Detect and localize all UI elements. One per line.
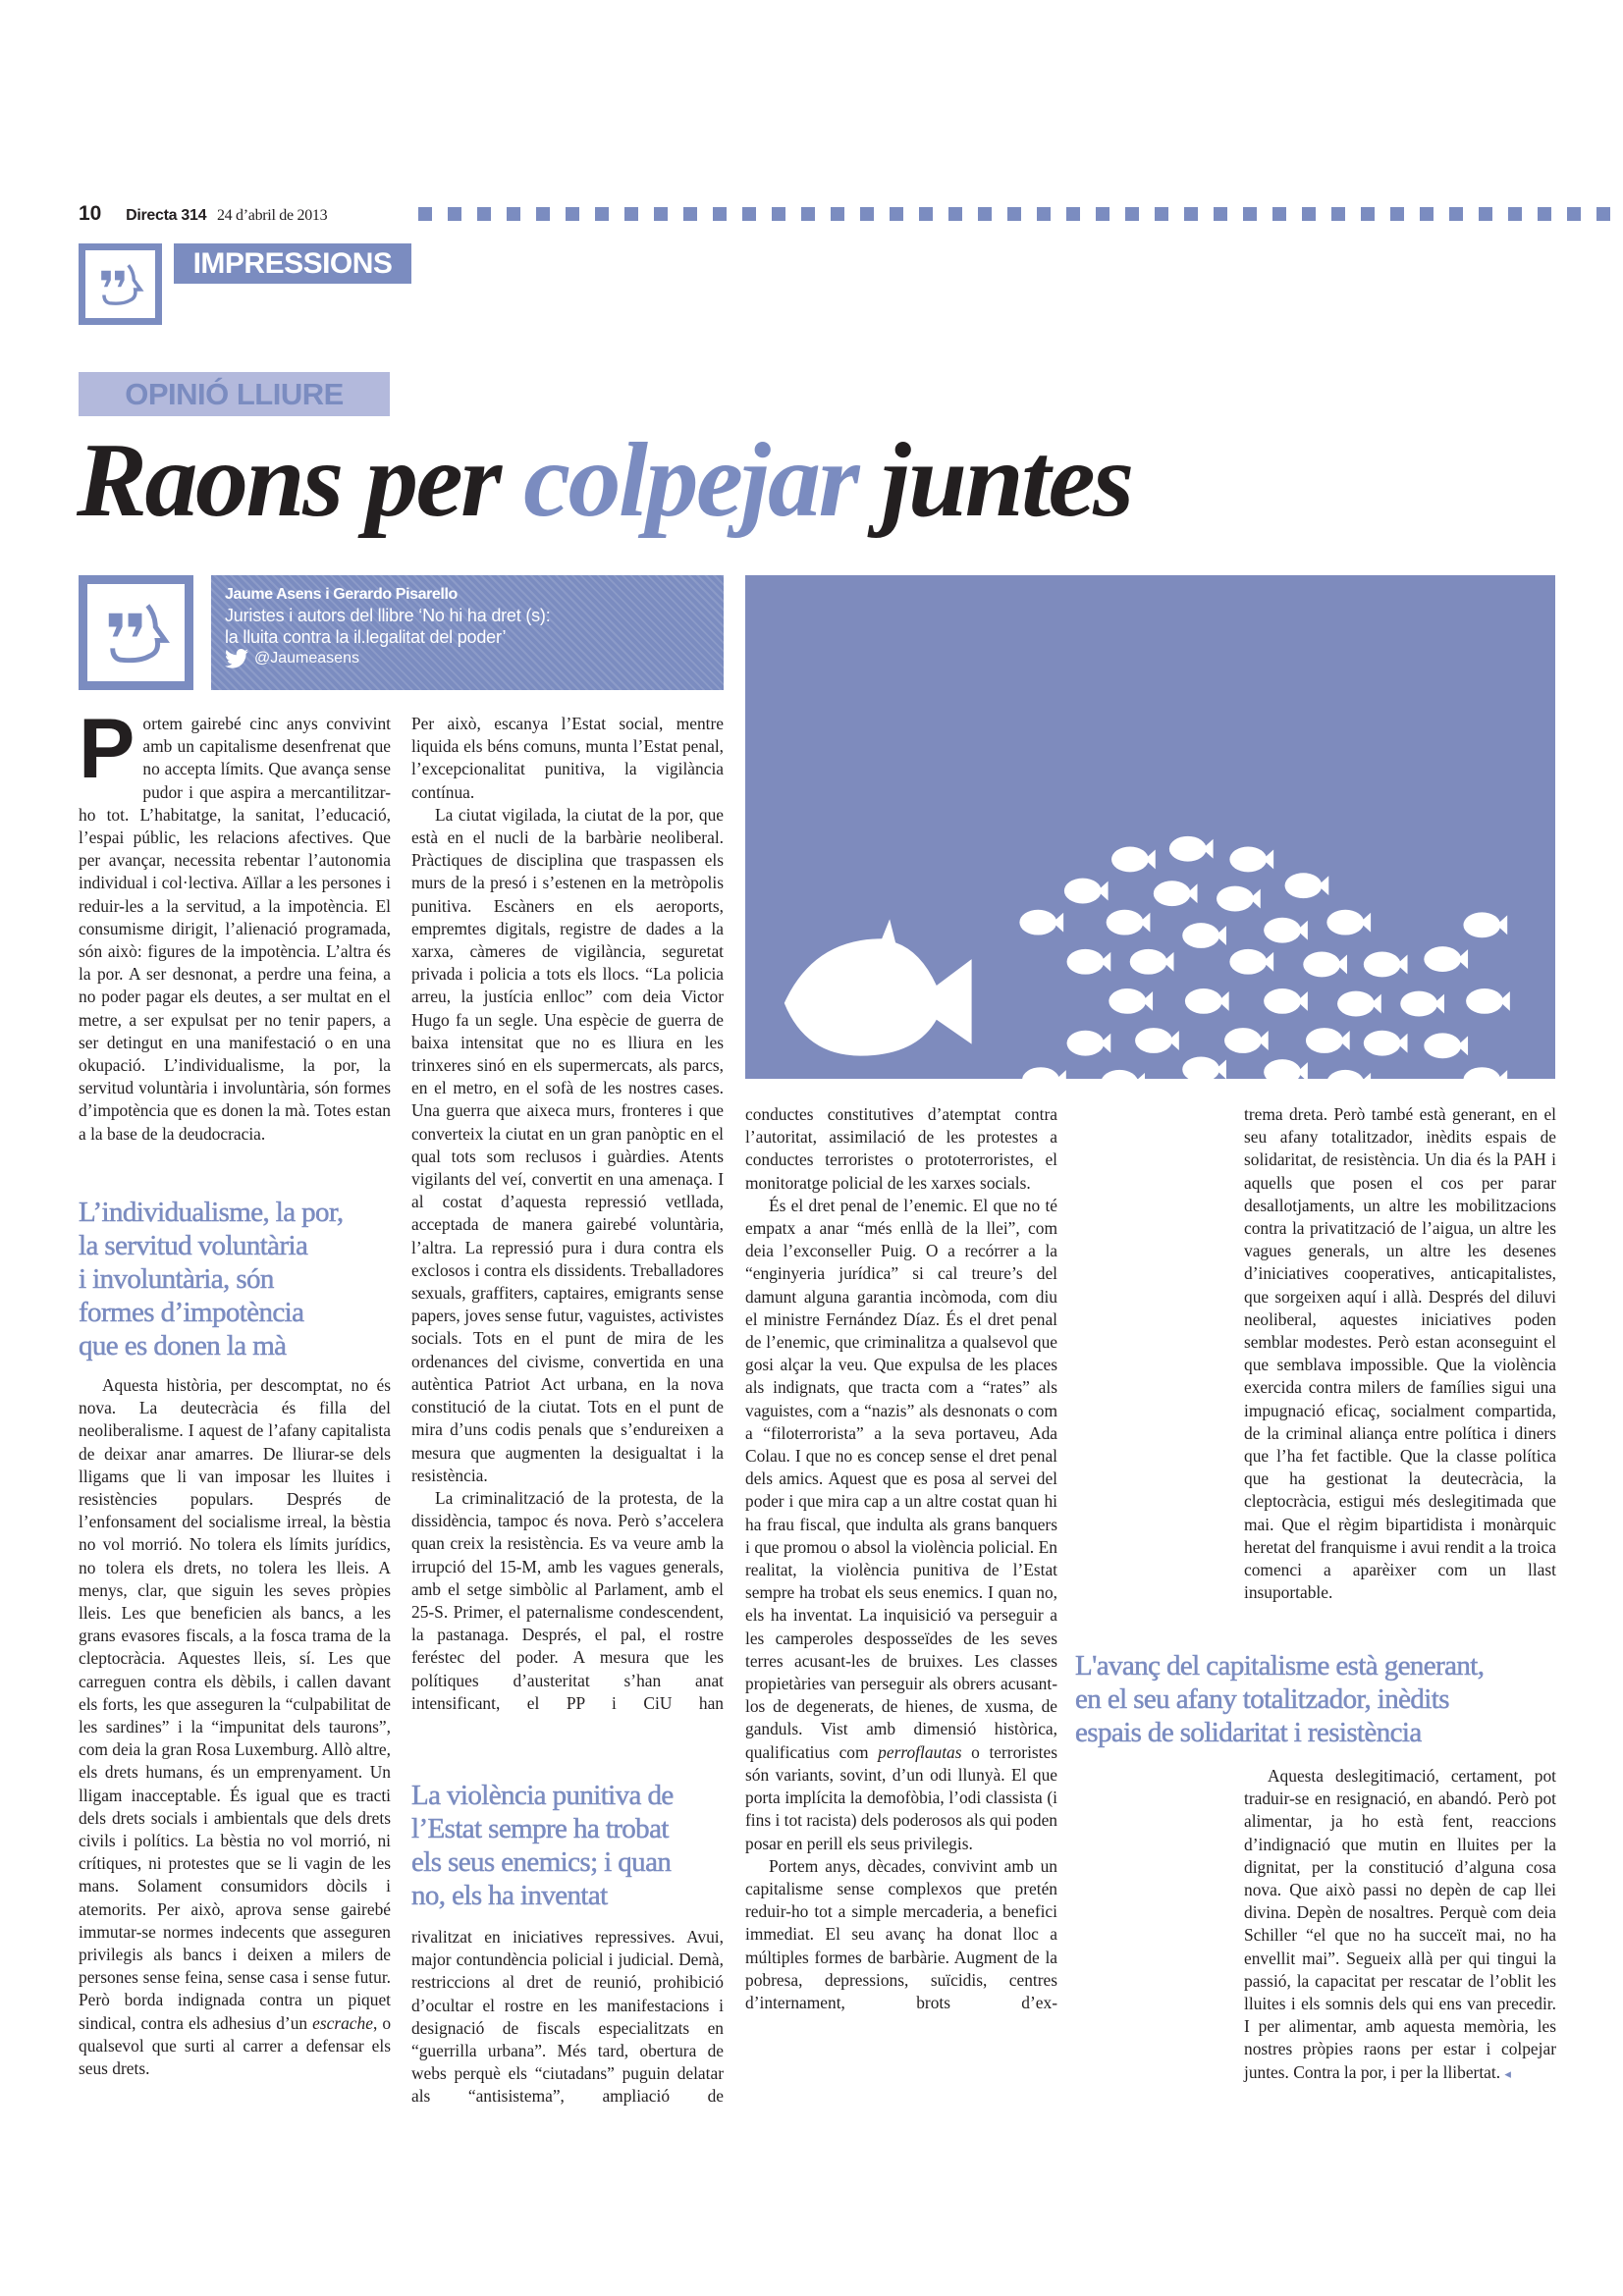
pull-quote-line: formes d’impotència <box>79 1297 304 1328</box>
section-logo-icon <box>79 243 162 325</box>
page-title <box>77 412 1132 550</box>
dash-square <box>1567 207 1581 221</box>
article-column-2a <box>411 713 724 1715</box>
twitter-handle[interactable]: @Jaumeasens <box>254 650 359 667</box>
dash-square <box>1007 207 1021 221</box>
dash-square <box>1037 207 1051 221</box>
dash-square <box>654 207 668 221</box>
pull-quote-line: l’Estat sempre ha trobat <box>411 1813 669 1844</box>
text-run-italic: escrache <box>312 2012 373 2033</box>
small-fish-school <box>1019 836 1509 1079</box>
small-fish <box>1182 1057 1226 1079</box>
dash-square <box>1361 207 1375 221</box>
dash-square <box>683 207 697 221</box>
author-twitter[interactable] <box>225 648 710 669</box>
dash-square <box>418 207 432 221</box>
dash-square <box>713 207 727 221</box>
small-fish <box>1463 912 1507 937</box>
small-fish <box>1111 847 1156 873</box>
small-fish <box>1067 949 1111 975</box>
small-fish <box>1169 836 1214 862</box>
text-run: Aquesta deslegitimació, certament, pot traduir-se en resignació, en abandó. Però pot alimentar, ja ho està fent, reaccions d’indignació que mutin en lluites per la dignitat, per la constitució d’alguna cosa nova. Que això passi no depèn de cap llei divina. Depèn de nosaltres. Perquè com deia Schiller “el que no ha succeït mai, no ha envellit mai”. Segueix allà per qui tingui la passió, la capacitat per rescatar de l’oblit les lluites i els somnis dels qui ens van precedir. I per alimentar, amb aquesta memòria, les nostres pròpies raons per estar i colpejar juntes. Contra la por, i per la llibertat. <box>1244 1766 1556 2082</box>
small-fish <box>1182 923 1226 948</box>
small-fish <box>1107 910 1151 935</box>
headline-part-2: juntes <box>857 422 1132 539</box>
article-column-4b <box>1244 1765 1556 2085</box>
dash-square <box>860 207 874 221</box>
small-fish <box>1264 1059 1308 1079</box>
fish-school-illustration <box>745 575 1555 1079</box>
author-box <box>211 575 724 690</box>
speaking-face-icon <box>87 584 185 681</box>
paragraph: ortem gairebé cinc anys convivint amb un capitalisme desenfrenat que no accepta límits. Que avança sense pudor i que aspira a mercantilitzar-ho tot. L’habitatge, la sanitat, l’educació, l’espai públic, les relacions afectives. Que per avançar, necessita rebentar l’autonomia individual i col·lectiva. Aïllar a les persones i reduir-les a la servitud, a la impotència. El consumisme dirigit, l’alienació programada, són això: figures de la impotència. L’altra és la por. A ser desnonat, a perdre una feina, a no poder pagar els deutes, a ser multat en el metre, a ser expulsat per no tenir papers, a ser detingut en una manifestació o en una okupació. L’individualisme, la por, la servitud voluntària i involuntària, són formes d’impotència que es donen la mà. Totes estan a la base de la deudocracia. <box>79 714 391 1144</box>
pull-quote-1 <box>79 1196 403 1362</box>
pull-quote-line: la servitud voluntària <box>79 1230 308 1261</box>
small-fish <box>1064 879 1109 904</box>
paragraph <box>79 1374 391 2080</box>
paragraph: Per això, escanya l’Estat social, mentre liquida els béns comuns, munta l’Estat penal, l’excepcionalitat punitiva, la vigilància contínua. <box>411 714 724 802</box>
small-fish <box>1466 988 1510 1014</box>
pull-quote-line: que es donen la mà <box>79 1330 287 1362</box>
dash-square <box>595 207 609 221</box>
text-run: , o qualsevol que surti al carrer a defensar els seus drets. <box>79 2012 392 2079</box>
small-fish <box>1130 949 1174 975</box>
dash-square <box>1272 207 1286 221</box>
dash-square <box>1420 207 1434 221</box>
small-fish <box>1424 946 1468 972</box>
dash-square <box>831 207 844 221</box>
small-fish <box>1019 910 1063 935</box>
pull-quote-line: La violència punitiva de <box>411 1780 674 1811</box>
drop-cap: P <box>79 702 135 796</box>
dash-square <box>536 207 550 221</box>
text-run: Aquesta història, per descomptat, no és nova. La deutecràcia és filla del neoliberalisme. I aquest de l’afany capitalista de deixar anar amarres. De lliurar-se dels lligams que li van imposar les lluites i resistències populars. Després de l’enfonsament del socialisme irreal, la bèstia no vol morrió. No tolera els límits jurídics, no tolera els drets, no tolera les lleis. A menys, clar, que siguin les seves pròpies lleis. Les que beneficien als bancs, a les grans evasores fiscals, a la fosca trama de la cleptocràcia. Aquestes lleis, sí. Les que carreguen contra els dèbils, i callen davant els forts, les que asseguren la “culpabilitat de les sardines” i la “impunitat dels taurons”, com deia la gran Rosa Luxemburg. Allò altre, els drets humans, és un emprenyament. Un lligam inacceptable. És igual que es tracti dels drets socials i ambientals que dels drets civils i polítics. La bèstia no vol morrió, ni crítiques, ni protestes que se li vagin de les mans. Solament consumidors dòcils i atemorits. Per això, aprova sense gairebé immutar-se normes indecents que asseguren privilegis als bancs i deixen a milers de persones sense feina, sense casa i sense futur. Però borda indignada contra un piquet sindical, contra els adhesius d’un <box>79 1375 391 2033</box>
dash-square <box>1538 207 1551 221</box>
article-column-2b <box>411 1926 724 2109</box>
author-bio-line-2: la lluita contra la il.legalitat del poder’ <box>225 627 507 647</box>
dash-square <box>1390 207 1404 221</box>
dash-square <box>948 207 962 221</box>
pull-quote-line: en el seu afany totalitzador, inèdits <box>1075 1683 1449 1715</box>
paragraph: conductes constitutives d’atemptat contra l’autoritat, assimilació de les protestes a conductes terroristes o prototerroristes, el monitoratge policial de les xarxes socials. <box>745 1104 1057 1193</box>
page-folio <box>79 202 327 226</box>
dash-square <box>448 207 461 221</box>
dash-square <box>1479 207 1492 221</box>
pull-quote-line: L’individualisme, la por, <box>79 1197 344 1228</box>
article-column-1b <box>79 1374 391 2080</box>
dash-square <box>801 207 815 221</box>
dash-square <box>772 207 785 221</box>
small-fish <box>1135 1028 1179 1053</box>
dash-square <box>1155 207 1168 221</box>
small-fish <box>1217 886 1261 912</box>
article-column-1a <box>79 702 391 1146</box>
small-fish <box>1067 1031 1111 1056</box>
subsection-tag: OPINIÓ LLIURE <box>79 372 390 416</box>
dash-square <box>1302 207 1316 221</box>
small-fish <box>1337 991 1381 1017</box>
paragraph: trema dreta. Però també està generant, en el seu afany totalitzador, inèdits espais de solidaritat, de resistència. Un dia és la PAH i aquells que posen el cos per parar desallotjaments, un altre les mobilitzacions contra la privatització de l’aigua, un altre les vagues generals, un altre les desenes d’iniciatives cooperatives, anticapitalistes, que sorgeixen aquí i allà. Després del diluvi neoliberal, aquestes iniciatives poden semblar modestes. Però estan aconseguint el que semblava impossible. Que la violència exercida contra milers de famílies sigui una impugnació eficaç, socialment compartida, de la criminal aliança entre política i diners que l’ha fet factible. Que la classe política que ha gestionat la deutecràcia, la cleptocràcia, estigui més deslegitimada que mai. Que el règim bipartidista i monàrquic heretat del franquisme i avui rendit a la troica comenci a aparèixer com un llast insuportable. <box>1244 1104 1556 1603</box>
pull-quote-2 <box>411 1779 735 1912</box>
pull-quote-line: i involuntària, són <box>79 1263 274 1295</box>
dash-square <box>1096 207 1109 221</box>
dash-square <box>566 207 579 221</box>
small-fish <box>1424 1033 1468 1058</box>
paragraph <box>1244 1765 1556 2085</box>
publication-name: Directa 314 <box>126 207 207 224</box>
dash-square <box>507 207 520 221</box>
pull-quote-3 <box>1075 1649 1566 1749</box>
dash-square <box>919 207 933 221</box>
paragraph: rivalitzat en iniciatives repressives. Avui, major contundència policial i judicial. Demà, restriccions al dret de reunió, prohibició d’ocultar el rostre en les manifestacions i designació de fiscals especialitzats en “guerrilla urbana”. Més tard, obertura de webs perquè els “ciutadans” puguin delatar als “antisistema”, ampliació de <box>411 1927 724 2107</box>
article-column-4a <box>1244 1103 1556 1604</box>
small-fish <box>1224 1028 1269 1053</box>
section-tag: IMPRESSIONS <box>174 243 411 284</box>
small-fish <box>1101 1070 1145 1079</box>
dash-square <box>477 207 491 221</box>
headline-highlight: colpejar <box>523 422 858 539</box>
small-fish <box>1264 918 1308 943</box>
small-fish <box>1229 949 1273 975</box>
dash-square <box>1184 207 1198 221</box>
text-run-italic: perroflautas <box>878 1741 962 1762</box>
end-of-article-icon: ◂ <box>1504 2065 1511 2081</box>
small-fish <box>1285 873 1329 898</box>
text-run: o terroristes són variants, sovint, d’un odi llunyà. El que porta implícita la demofòbia, l’odi classista (i fins i tot racista) dels poderosos als qui poden posar en perill els seus privilegis. <box>745 1741 1057 1853</box>
dash-square <box>1331 207 1345 221</box>
dash-square <box>742 207 756 221</box>
page-number: 10 <box>79 202 102 225</box>
small-fish <box>1185 988 1229 1014</box>
twitter-bird-icon <box>225 649 248 668</box>
article-column-3 <box>745 1103 1057 2014</box>
dash-square <box>1508 207 1522 221</box>
small-fish <box>1364 952 1408 978</box>
dash-square <box>1066 207 1080 221</box>
speaking-face-icon <box>85 250 155 318</box>
dash-square <box>1596 207 1610 221</box>
small-fish <box>1326 1070 1371 1079</box>
paragraph: La ciutat vigilada, la ciutat de la por, que està en el nucli de la barbàrie neoliberal. Pràctiques de disciplina que traspassen els murs de la presó i s’estenen en la metròpolis punitiva. Escàners en els aeroports, empremtes digitals, registre de dades a la xarxa, càmeres de vigilància, seguretat privada i policia a tots els llocs. “La policia arreu, la justícia enlloc” com deia Victor Hugo fa un segle. Una espècie de guerra de baixa intensitat que no es lliura en les trinxeres sinó en els supermercats, als parcs, en el metro, en el sofà de les nostres cases. Una guerra que aixeca murs, fronteres i que converteix la ciutat en un gran panòptic en el qual tots som reclusos i guàrdies. Atents vigilants del veí, convertit en una amenaça. I al costat d’aquesta repressió vetllada, acceptada de manera gairebé voluntària, l’altra. La repressió pura i dura contra els exclosos i contra els dissidents. Treballadores sexuals, graffiters, captaires, emigrants sense papers, joves sense futur, vaguistes, activistes socials. Tots en el punt de mira de les ordenances del civisme, convertida en una autèntica Patriot Act urbana, en la nova constitució de la ciutat. Tots en el punt de mira d’uns codis penals que s’endureixen a mesura que augmenten la desigualtat i la resistència. <box>411 804 724 1485</box>
small-fish <box>1400 991 1444 1017</box>
issue-date: 24 d’abril de 2013 <box>216 207 328 224</box>
small-fish <box>1306 1028 1350 1053</box>
dash-square <box>1243 207 1257 221</box>
dash-square <box>1214 207 1227 221</box>
pull-quote-line: no, els ha inventat <box>411 1880 608 1911</box>
dash-square <box>978 207 992 221</box>
small-fish <box>1022 1067 1066 1079</box>
small-fish <box>1229 847 1273 873</box>
dash-square <box>890 207 903 221</box>
dashed-rule <box>418 207 1623 221</box>
small-fish <box>1326 910 1371 935</box>
small-fish <box>1364 1031 1408 1056</box>
small-fish <box>1463 1067 1507 1079</box>
dash-square <box>624 207 638 221</box>
small-fish <box>1303 952 1347 978</box>
paragraph: Portem anys, dècades, convivint amb un capitalisme sense complexos que pretén reduir-ho tot a simple mercaderia, a benefici immediat. El seu avanç ha donat lloc a múltiples formes de barbàrie. Augment de la pobresa, depressions, suïcidis, centres d’internament, brots d’ex- <box>745 1855 1057 2012</box>
author-name: Jaume Asens i Gerardo Pisarello <box>225 586 458 603</box>
small-fish <box>1264 988 1308 1014</box>
small-fish <box>1154 881 1198 906</box>
text-run: És el dret penal de l’enemic. El que no té empatx a anar “més enllà de la llei”, com deia l’exconseller Puig. O a recórrer a la “enginyeria jurídica” si cal treure’s del damunt alguna garantia incòmoda, com diu el ministre Fernández Díaz. És el dret penal de l’enemic, que criminalitza a qualsevol que gosi alçar la veu. Que expulsa de les places als indignats, que tracta com a “rates” als vaguistes, com a “nazis” als desnonats o com a “filoterrorista” a la seva portaveu, Ada Colau. I que no es concep sense el dret penal dels amics. Aquest que es posa al servei del poder i que mira cap a un altre costat quan hi ha frau fiscal, que indulta als grans banquers i que promou o absol la violència policial. En realitat, la violència punitiva de l’Estat sempre ha trobat els seus enemics. I quan no, els ha inventat. La inquisició va perseguir a les camperoles desposseïdes de les seves terres acusant-les de bruixes. Les classes propietàries van perseguir als obrers acusant-los de degenerats, de hienes, de xusma, de ganduls. Vist amb dimensió històrica, qualificatius com <box>745 1195 1057 1762</box>
paragraph: La criminalització de la protesta, de la dissidència, tampoc és nova. Però s’accelera quan creix la resistència. Es va veure amb la irrupció del 15-M, amb les vagues generals, amb el setge simbòlic al Parlament, amb el 25-S. Primer, el paternalisme condescendent, la pastanaga. Després, el pal, el rostre feréstec del poder. A mesura que les polítiques d’austeritat s’han anat intensificant, el PP i CiU han <box>411 1487 724 1713</box>
big-fish-icon <box>784 919 972 1055</box>
author-logo-icon <box>79 575 193 690</box>
dash-square <box>1449 207 1463 221</box>
small-fish <box>1109 988 1153 1014</box>
dash-square <box>1125 207 1139 221</box>
pull-quote-line: els seus enemics; i quan <box>411 1846 672 1878</box>
pull-quote-line: L'avanç del capitalisme està generant, <box>1075 1650 1485 1682</box>
pull-quote-line: espais de solidaritat i resistència <box>1075 1717 1422 1748</box>
paragraph <box>745 1195 1057 1855</box>
author-bio-line-1: Juristes i autors del llibre ‘No hi ha dret (s): <box>225 606 551 625</box>
headline-part-1: Raons per <box>77 422 524 539</box>
